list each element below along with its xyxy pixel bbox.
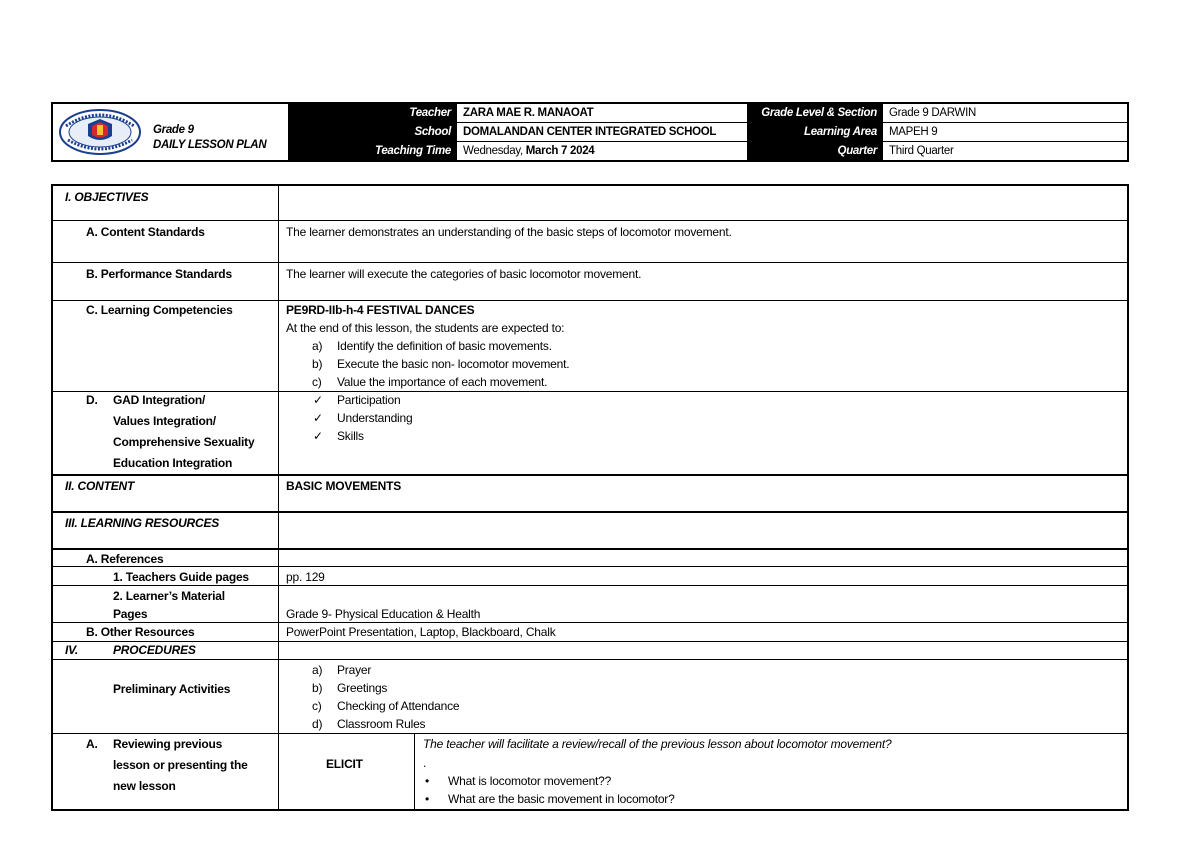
review-label-line: Reviewing previous: [113, 737, 223, 751]
header-grade: Grade 9: [153, 124, 194, 136]
row-divider: [53, 659, 1127, 660]
preliminary-marker: b): [312, 681, 323, 695]
preliminary-marker: c): [312, 699, 322, 713]
preliminary-activities-label: Preliminary Activities: [113, 682, 231, 696]
review-label-line: new lesson: [113, 779, 176, 793]
header-row-teaching-time: [289, 142, 1127, 160]
check-icon: [313, 409, 323, 427]
row-divider: [53, 622, 1127, 623]
gad-marker: D.: [86, 393, 98, 407]
competency-item: Identify the definition of basic movements.: [337, 339, 552, 353]
deped-seal-logo: [58, 108, 143, 156]
competency-item: Value the importance of each movement.: [337, 375, 548, 389]
competency-item: Execute the basic non- locomotor movement.: [337, 357, 570, 371]
learning-competencies-label: C. Learning Competencies: [86, 303, 233, 317]
row-divider: [53, 220, 1127, 221]
gad-item: Understanding: [337, 411, 413, 425]
learning-area-label: Learning Area: [747, 123, 882, 141]
review-marker: A.: [86, 737, 98, 751]
content-standards-text: The learner demonstrates an understanding of the basic steps of locomotor movement.: [286, 225, 732, 239]
section-procedures: PROCEDURES: [113, 643, 196, 657]
section-learning-resources: III. LEARNING RESOURCES: [65, 516, 220, 530]
competency-marker: a): [312, 339, 323, 353]
teacher-value: ZARA MAE R. MANAOAT: [456, 104, 747, 122]
references-label: A. References: [86, 552, 164, 566]
teachers-guide-label: 1. Teachers Guide pages: [113, 570, 249, 584]
gad-label-line: GAD Integration/: [113, 393, 206, 407]
preliminary-item: Checking of Attendance: [337, 699, 460, 713]
header-row-school: [289, 123, 1127, 142]
teaching-time-label: Teaching Time: [289, 142, 456, 160]
review-dot: .: [423, 756, 427, 770]
quarter-label: Quarter: [747, 142, 882, 160]
quarter-value: Third Quarter: [882, 142, 1127, 160]
preliminary-item: Classroom Rules: [337, 717, 426, 731]
competency-marker: c): [312, 375, 322, 389]
competency-intro: At the end of this lesson, the students are expected to:: [286, 321, 565, 335]
check-icon: [313, 391, 323, 409]
row-divider: [53, 566, 1127, 567]
teaching-day: Wednesday,: [463, 145, 526, 157]
review-question: What is locomotor movement??: [448, 774, 612, 788]
section-procedures-number: IV.: [65, 643, 78, 657]
preliminary-item: Prayer: [337, 663, 372, 677]
gad-label-line: Values Integration/: [113, 414, 216, 428]
row-divider: [53, 511, 1127, 513]
section-objectives: I. OBJECTIVES: [65, 190, 149, 204]
gad-label-line: Education Integration: [113, 456, 233, 470]
teaching-date: March 7 2024: [525, 145, 595, 157]
teaching-time-value: [456, 142, 747, 160]
check-icon: [313, 427, 323, 445]
competency-code: PE9RD-IIb-h-4 FESTIVAL DANCES: [286, 303, 475, 317]
content-standards-label: A. Content Standards: [86, 225, 205, 239]
row-divider: [53, 391, 1127, 392]
column-divider: [414, 733, 415, 809]
gad-item: Participation: [337, 393, 401, 407]
teachers-guide-value: pp. 129: [286, 570, 325, 584]
performance-standards-text: The learner will execute the categories of basic locomotor movement.: [286, 267, 642, 281]
gad-label-line: Comprehensive Sexuality: [113, 435, 255, 449]
teacher-label: Teacher: [289, 104, 456, 122]
performance-standards-label: B. Performance Standards: [86, 267, 232, 281]
other-resources-label: B. Other Resources: [86, 625, 195, 639]
learning-area-value: MAPEH 9: [882, 123, 1127, 141]
row-divider: [53, 733, 1127, 734]
gad-item: Skills: [337, 429, 364, 443]
bullet-icon: [425, 790, 429, 808]
competency-marker: b): [312, 357, 323, 371]
row-divider: [53, 474, 1127, 476]
lesson-plan-header: [51, 102, 1129, 162]
grade-section-value: Grade 9 DARWIN: [882, 104, 1127, 122]
bullet-icon: [425, 772, 429, 790]
row-divider: [53, 641, 1127, 642]
header-row-teacher: [289, 104, 1127, 123]
row-divider: [53, 262, 1127, 263]
review-question: What are the basic movement in locomotor?: [448, 792, 675, 806]
header-plan-title: DAILY LESSON PLAN: [153, 139, 267, 151]
learners-material-label: 2. Learner’s Material: [113, 589, 225, 603]
header-school-block: [53, 104, 289, 160]
review-label-line: lesson or presenting the: [113, 758, 248, 772]
preliminary-marker: d): [312, 717, 323, 731]
learners-material-label-2: Pages: [113, 607, 148, 621]
content-text: BASIC MOVEMENTS: [286, 479, 402, 493]
other-resources-value: PowerPoint Presentation, Laptop, Blackboard, Chalk: [286, 625, 556, 639]
learners-material-value: Grade 9- Physical Education & Health: [286, 607, 481, 621]
preliminary-marker: a): [312, 663, 323, 677]
school-value: DOMALANDAN CENTER INTEGRATED SCHOOL: [456, 123, 747, 141]
preliminary-item: Greetings: [337, 681, 388, 695]
lesson-plan-body: [51, 184, 1129, 811]
column-divider: [278, 186, 279, 809]
grade-section-label: Grade Level & Section: [747, 104, 882, 122]
review-instruction: The teacher will facilitate a review/recall of the previous lesson about locomotor movement?: [423, 737, 892, 751]
elicit-phase: ELICIT: [326, 757, 363, 771]
row-divider: [53, 548, 1127, 550]
school-label: School: [289, 123, 456, 141]
section-content: II. CONTENT: [65, 479, 135, 493]
